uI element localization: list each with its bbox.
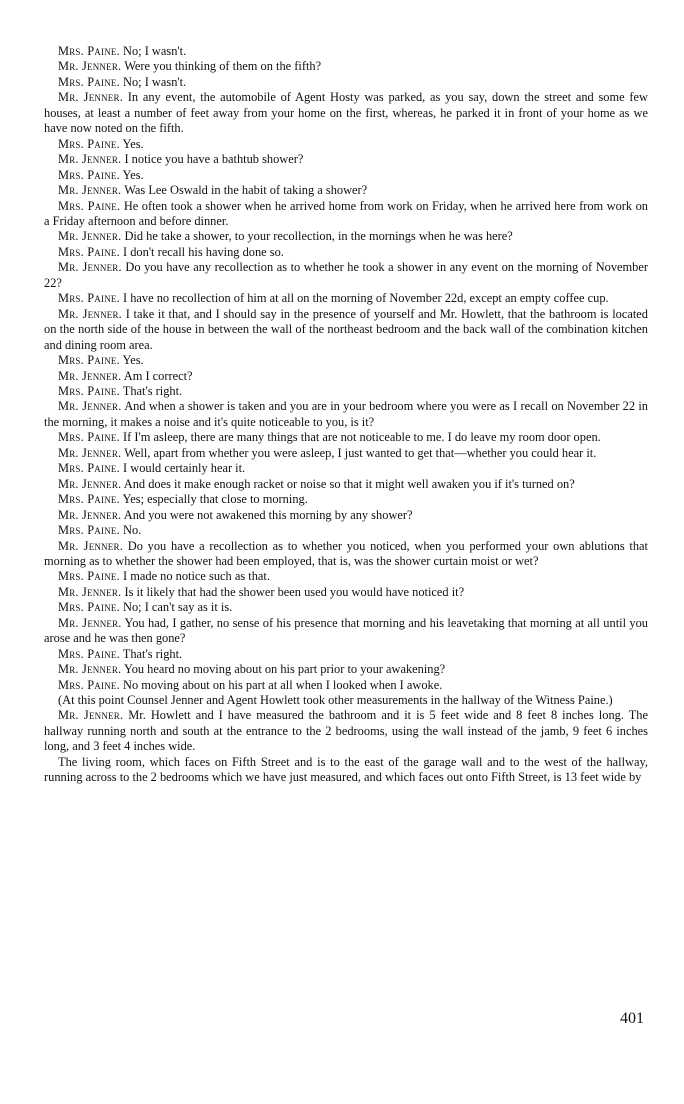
speech-text: And you were not awakened this morning by any shower? <box>123 507 413 522</box>
speaker-name: Mr. Jenner. <box>58 152 122 167</box>
speaker-name: Mr. Jenner. <box>58 507 122 522</box>
speech-text: Was Lee Oswald in the habit of taking a shower? <box>124 183 368 198</box>
speech-text: I don't recall his having done so. <box>123 244 284 259</box>
speaker-name: Mr. Jenner. <box>58 260 122 275</box>
testimony-paragraph <box>44 492 648 507</box>
testimony-paragraph <box>44 708 648 754</box>
speech-text: In any event, the automobile of Agent Hosty was parked, as you say, down the street and some few houses, at least a number of feet away from your home on the first, whereas, he parked it in front of your home as we have now noted on the fifth. <box>44 90 648 136</box>
testimony-paragraph <box>44 755 648 786</box>
speaker-name: Mrs. Paine. <box>58 136 120 151</box>
speech-text: No; I wasn't. <box>123 44 187 58</box>
speaker-name: Mrs. Paine. <box>58 523 120 538</box>
speech-text: No; I can't say as it is. <box>123 600 233 615</box>
testimony-paragraph <box>44 384 648 399</box>
testimony-paragraph <box>44 183 648 198</box>
speech-text: Do you have any recollection as to whether he took a shower in any event on the morning of November 22? <box>44 260 648 290</box>
speaker-name: Mr. Jenner. <box>58 708 124 723</box>
speaker-name: Mr. Jenner. <box>58 476 122 491</box>
testimony-paragraph <box>44 291 648 306</box>
testimony-paragraph <box>44 662 648 677</box>
speech-text: Did he take a shower, to your recollection, in the mornings when he was here? <box>124 229 513 244</box>
testimony-paragraph <box>44 353 648 368</box>
speech-text: Yes. <box>122 167 144 182</box>
speech-text: I would certainly hear it. <box>123 461 246 476</box>
page-number: 401 <box>620 1010 644 1027</box>
speaker-name: Mrs. Paine. <box>58 430 120 445</box>
speech-text: He often took a shower when he arrived home from work on Friday, when he arrived here from work on a Friday afternoon and before dinner. <box>44 198 649 228</box>
speech-text: I made no notice such as that. <box>123 569 270 584</box>
speech-text: And does it make enough racket or noise so that it might well awaken you if it's turned on? <box>123 476 575 491</box>
testimony-paragraph <box>44 600 648 615</box>
testimony-paragraph <box>44 508 648 523</box>
transcript-page <box>44 44 648 786</box>
speaker-name: Mr. Jenner. <box>58 368 122 383</box>
speaker-name: Mrs. Paine. <box>58 198 121 213</box>
testimony-paragraph <box>44 523 648 538</box>
speech-text: Am I correct? <box>123 368 193 383</box>
speaker-name: Mr. Jenner. <box>58 229 122 244</box>
speaker-name: Mrs. Paine. <box>58 569 120 584</box>
speech-text: I notice you have a bathtub shower? <box>124 152 304 167</box>
testimony-paragraph <box>44 245 648 260</box>
speech-text: The living room, which faces on Fifth Street and is to the east of the garage wall and to the west of the hallway, running across to the 2 bedrooms which we have just measured, and which faces out onto Fifth Street, is 13 feet wide by <box>44 754 648 785</box>
testimony-paragraph <box>44 616 648 647</box>
testimony-paragraph <box>44 199 648 230</box>
testimony-paragraph <box>44 75 648 90</box>
speaker-name: Mrs. Paine. <box>58 461 120 476</box>
speaker-name: Mrs. Paine. <box>58 646 120 661</box>
testimony-paragraph <box>44 369 648 384</box>
speech-text: Well, apart from whether you were asleep, I just wanted to get that—whether you could hear it. <box>124 445 597 460</box>
speech-text: That's right. <box>122 646 183 661</box>
testimony-paragraph <box>44 569 648 584</box>
testimony-paragraph <box>44 90 648 136</box>
speaker-name: Mr. Jenner. <box>58 615 122 630</box>
speech-text: You had, I gather, no sense of his presence that morning and his leavetaking that morning at all until you arose and he was then gone? <box>44 615 648 646</box>
speech-text: You heard no moving about on his part prior to your awakening? <box>123 662 446 677</box>
speaker-name: Mr. Jenner. <box>58 445 122 460</box>
speaker-name: Mr. Jenner. <box>58 183 122 198</box>
speech-text: If I'm asleep, there are many things that are not noticeable to me. I do leave my room door open. <box>123 430 601 445</box>
testimony-paragraph <box>44 647 648 662</box>
speaker-name: Mrs. Paine. <box>58 353 120 368</box>
speaker-name: Mr. Jenner. <box>58 90 123 105</box>
testimony-paragraph <box>44 678 648 693</box>
speaker-name: Mr. Jenner. <box>58 306 122 321</box>
speaker-name: Mr. Jenner. <box>58 59 122 74</box>
speaker-name: Mrs. Paine. <box>58 244 120 259</box>
speech-text: Mr. Howlett and I have measured the bathroom and it is 5 feet wide and 8 feet 8 inches long. The hallway running north and south at the entrance to the 2 bedrooms, using the wall instead of the jamb, 9 feet 6 inches long, and 3 feet 4 inches wide. <box>44 708 648 754</box>
testimony-paragraph <box>44 229 648 244</box>
speech-text: And when a shower is taken and you are in your bedroom where you were as I recall on November 22 in the morning, it makes a noise and it's quite noticeable to you, is it? <box>44 399 648 429</box>
speaker-name: Mr. Jenner. <box>58 399 122 414</box>
speaker-name: Mrs. Paine. <box>58 600 120 615</box>
speech-text: Is it likely that had the shower been used you would have noticed it? <box>124 584 465 599</box>
testimony-paragraph <box>44 168 648 183</box>
testimony-paragraph <box>44 539 648 570</box>
speaker-name: Mr. Jenner. <box>58 584 122 599</box>
speech-text: Yes. <box>122 353 144 368</box>
speech-text: No; I wasn't. <box>123 74 187 89</box>
speaker-name: Mrs. Paine. <box>58 167 120 182</box>
speech-text: No moving about on his part at all when I looked when I awoke. <box>123 677 443 692</box>
testimony-paragraph <box>44 307 648 353</box>
speech-text: That's right. <box>122 383 183 398</box>
speech-text: No. <box>123 523 142 538</box>
speaker-name: Mrs. Paine. <box>58 74 120 89</box>
speaker-name: Mrs. Paine. <box>58 291 120 306</box>
testimony-paragraph <box>44 585 648 600</box>
testimony-paragraph <box>44 260 648 291</box>
speech-text: Were you thinking of them on the fifth? <box>124 59 322 74</box>
speech-text: Do you have a recollection as to whether you noticed, when you performed your own ablutions that morning as to whether the shower had been employed, that is, was the shower curtain moist or wet? <box>44 538 648 568</box>
testimony-paragraph <box>44 477 648 492</box>
testimony-paragraph <box>44 44 648 59</box>
speaker-name: Mrs. Paine. <box>58 383 120 398</box>
speech-text: I take it that, and I should say in the presence of yourself and Mr. Howlett, that the bathroom is located on the north side of the house in between the wall of the northeast bedroom and the back wall of the combination kitchen and dining room area. <box>44 306 648 352</box>
speaker-name: Mrs. Paine. <box>58 44 120 58</box>
speech-text: Yes; especially that close to morning. <box>122 492 308 507</box>
speaker-name: Mr. Jenner. <box>58 662 122 677</box>
speaker-name: Mrs. Paine. <box>58 492 120 507</box>
testimony-paragraph <box>44 59 648 74</box>
testimony-paragraph <box>44 446 648 461</box>
testimony-paragraph <box>44 152 648 167</box>
testimony-transcript <box>44 44 648 786</box>
speech-text: Yes. <box>122 136 144 151</box>
speech-text: (At this point Counsel Jenner and Agent Howlett took other measurements in the hallway of the Witness Paine.) <box>58 693 613 708</box>
testimony-paragraph <box>44 693 648 708</box>
testimony-paragraph <box>44 430 648 445</box>
testimony-paragraph <box>44 461 648 476</box>
speaker-name: Mrs. Paine. <box>58 677 120 692</box>
testimony-paragraph <box>44 137 648 152</box>
testimony-paragraph <box>44 399 648 430</box>
speaker-name: Mr. Jenner. <box>58 538 123 553</box>
speech-text: I have no recollection of him at all on the morning of November 22d, except an empty coffee cup. <box>123 291 609 306</box>
